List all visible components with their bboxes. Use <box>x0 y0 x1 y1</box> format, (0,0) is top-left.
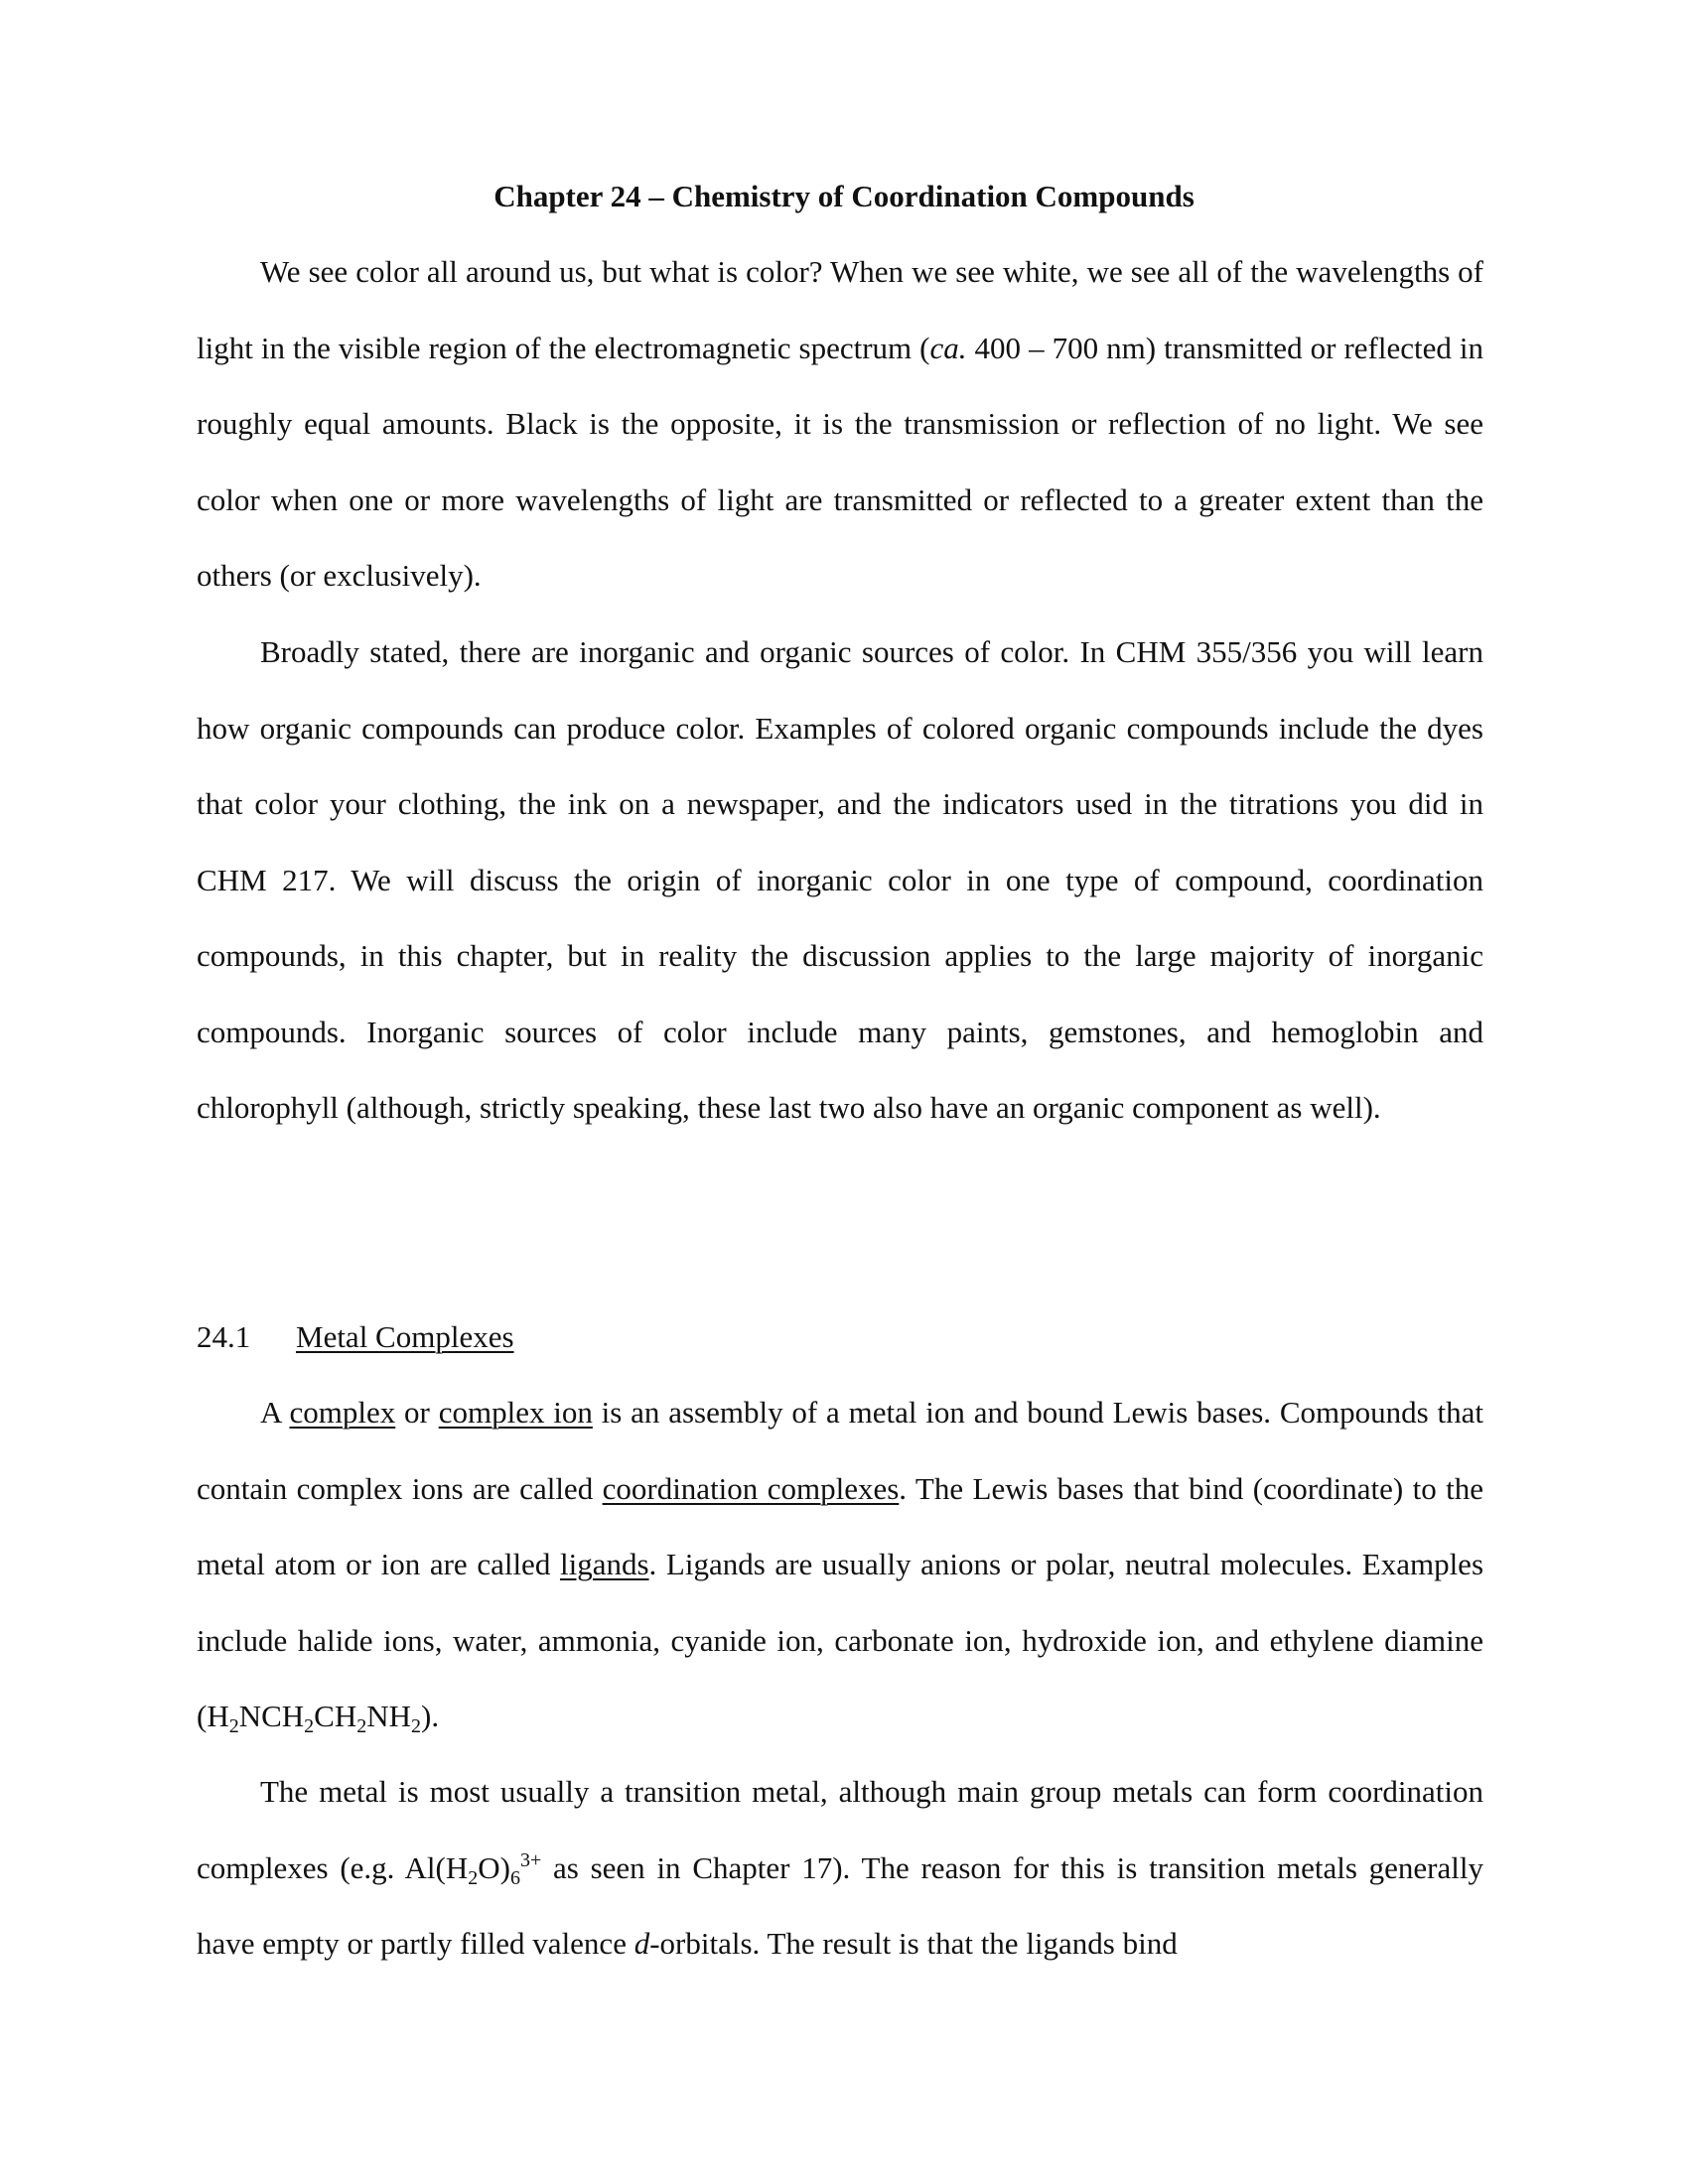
d-orbital-symbol: d <box>633 1926 650 1961</box>
paragraph-color-sources: Broadly stated, there are inorganic and organic sources of color. In CHM 355/356 you will learn how organic compounds can produce color. Examples of colored organic compounds include the dyes that color your clothing, the ink on a newspaper, and the indicators used in the titrations you did in CHM 217. We will discuss the origin of inorganic color in one type of compound, coordination compounds, in this chapter, but in reality the discussion applies to the large majority of inorganic compounds. Inorganic sources of color include many paints, gemstones, and hemoglobin and chlorophyll (although, strictly speaking, these last two also have an organic component as well). <box>197 634 1483 1125</box>
paragraph-transition-metals: The metal is most usually a transition metal, although main group metals can form coordination complexes (e.g. $Al(H_2O)_6^{3+}$ as seen in Chapter 17). The reason for this is transition metals generally have empty or partly filled valence d-orbitals. The result is that the ligands bind <box>197 1774 1483 1961</box>
term-coordination-complexes: coordination complexes <box>602 1470 900 1506</box>
formula-aluminum-hexaaqua: $Al(H_2O)_6^{3+}$ <box>404 1848 542 1889</box>
section-number: 24.1 <box>197 1319 251 1354</box>
term-ligands: ligands <box>559 1547 649 1581</box>
paragraph-complex-definition: A complex or complex ion is an assembly of a metal ion and bound Lewis bases. Compounds that contain complex ions are called coordination complexes. The Lewis bases that bind (coordinate) to the metal atom or ion are called ligands. Ligands are usually anions or polar, neutral molecules. Examples include halide ions, water, ammonia, cyanide ion, carbonate ion, hydroxide ion, and ethylene diamine $(H_2NCH_2CH_2NH_2)$. <box>197 1395 1484 1737</box>
section-heading <box>197 1299 514 1375</box>
section-title: Metal Complexes <box>296 1319 514 1354</box>
abbreviation-ca: ca. <box>929 330 967 365</box>
formula-ethylene-diamine: $H_2NCH_2CH_2NH_2$ <box>207 1699 422 1737</box>
term-complex-ion: complex ion <box>438 1395 593 1430</box>
chapter-title: Chapter 24 – Chemistry of Coordination Compounds <box>493 179 1195 213</box>
term-complex: complex <box>289 1395 396 1430</box>
paragraph-color-intro: We see color all around us, but what is color? When we see white, we see all of the wavelengths of light in the visible region of the electromagnetic spectrum (ca. 400 – 700 nm) transmitted or reflected in roughly equal amounts. Black is the opposite, it is the transmission or reflection of no light. We see color when one or more wavelengths of light are transmitted or reflected to a greater extent than the others (or exclusively). <box>197 254 1483 593</box>
